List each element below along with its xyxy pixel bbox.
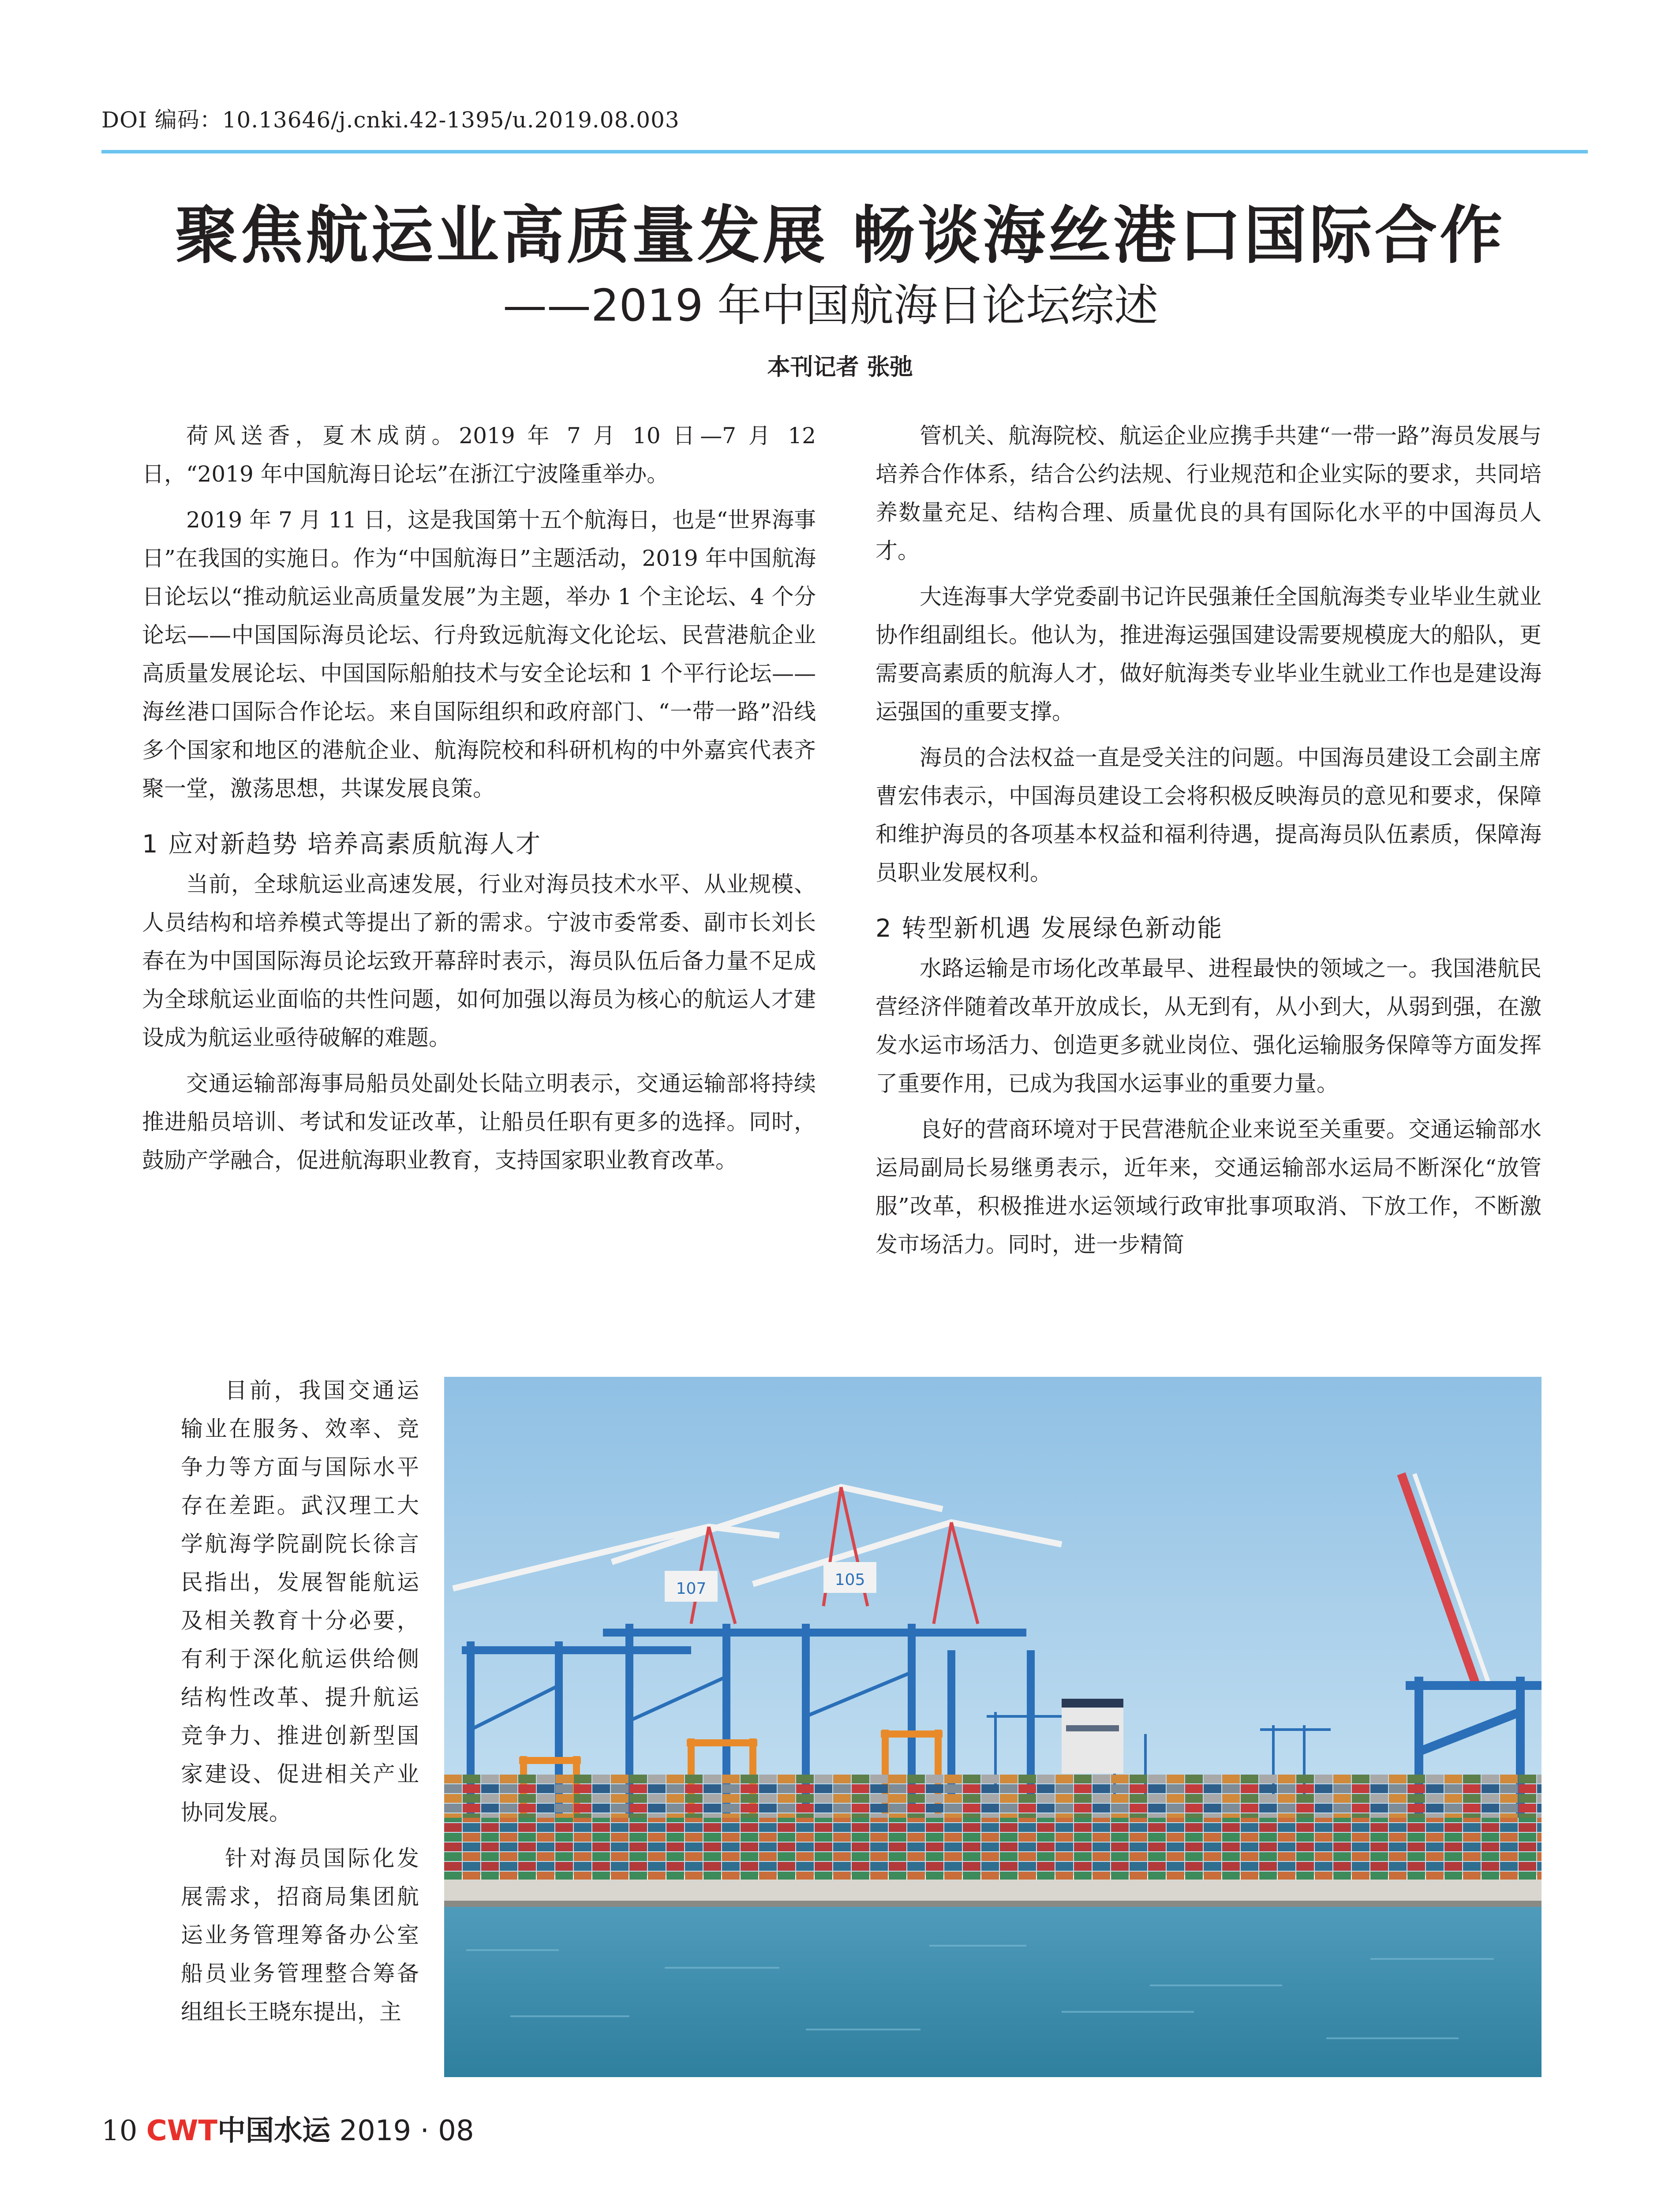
paragraph: 水路运输是市场化改革最早、进程最快的领域之一。我国港航民营经济伴随着改革开放成长，从无到有，从小到大，从弱到强，在激发水运市场活力、创造更多就业岗位、强化运输服务保障等方面发挥了重要作用，已成为我国水运事业的重要力量。 — [876, 956, 1542, 1096]
section-heading-2: 2 转型新机遇 发展绿色新动能 — [876, 914, 1224, 943]
page-footer — [101, 2108, 474, 2149]
header-rule — [101, 150, 1588, 153]
containers-front — [444, 1818, 1542, 1880]
paragraph: 荷风送香，夏木成荫。2019 年 7 月 10 日—7 月 12 日，“2019 年中国航海日论坛”在浙江宁波隆重举办。 — [142, 423, 816, 487]
quay-wall — [444, 1880, 1542, 1901]
article-byline: 本刊记者 张弛 — [767, 354, 913, 381]
magazine-name: 中国水运 — [217, 2114, 330, 2147]
ship-bridge — [1062, 1699, 1123, 1774]
right-column — [876, 417, 1542, 1271]
paragraph: 2019 年 7 月 11 日，这是我国第十五个航海日，也是“世界海事日”在我国的实施日。作为“中国航海日”主题活动，2019 年中国航海日论坛以“推动航运业高质量发展”为主题，举办 1 个主论坛、4 个分论坛——中国国际海员论坛、行舟致远航海文化论坛、民营港航企业高质量发展论坛、中国国际船舶技术与安全论坛和 1 个平行论坛——海丝港口国际合作论坛。来自国际组织和政府部门、“一带一路”沿线多个国家和地区的港航企业、航海院校和科研机构的中外嘉宾代表齐聚一堂，激荡思想，共谋发展良策。 — [142, 507, 816, 801]
brand-logo-text: CWT — [146, 2115, 217, 2147]
paragraph: 管机关、航海院校、航运企业应携手共建“一带一路”海员发展与培养合作体系，结合公约法规、行业规范和企业实际的要求，共同培养数量充足、结构合理、质量优良的具有国际化水平的中国海员人才。 — [876, 423, 1542, 564]
page-number: 10 — [101, 2115, 138, 2147]
crane-label-105: 105 — [834, 1571, 865, 1589]
paragraph: 良好的营商环境对于民营港航企业来说至关重要。交通运输部水运局副局长易继勇表示，近年来，交通运输部水运局不断深化“放管服”改革，积极推进水运领域行政审批事项取消、下放工作，不断激发市场活力。同时，进一步精简 — [876, 1117, 1542, 1257]
issue-number: 2019 · 08 — [339, 2115, 474, 2147]
article-subtitle: ——2019 年中国航海日论坛综述 — [503, 280, 1159, 331]
doi-code: DOI 编码：10.13646/j.cnki.42-1395/u.2019.08.003 — [101, 107, 680, 133]
paragraph: 海员的合法权益一直是受关注的问题。中国海员建设工会副主席曹宏伟表示，中国海员建设工会将积极反映海员的意见和要求，保障和维护海员的各项基本权益和福利待遇，提高海员队伍素质，保障海员职业发展权利。 — [876, 745, 1542, 886]
crane-label-107: 107 — [676, 1580, 707, 1598]
paragraph: 交通运输部海事局船员处副处长陆立明表示，交通运输部将持续推进船员培训、考试和发证改革，让船员任职有更多的选择。同时，鼓励产学融合，促进航海职业教育，支持国家职业教育改革。 — [142, 1071, 816, 1173]
container-port-illustration — [444, 1377, 1542, 2077]
left-column — [142, 417, 816, 1187]
narrow-column — [181, 1372, 419, 2039]
containers-back — [444, 1774, 1542, 1822]
paragraph: 针对海员国际化发展需求，招商局集团航运业务管理筹备办公室船员业务管理整合筹备组组长王晓东提出，主 — [181, 1846, 419, 2025]
section-heading-1: 1 应对新趋势 培养高素质航海人才 — [142, 830, 542, 859]
port-photo — [444, 1377, 1542, 2077]
paragraph: 当前，全球航运业高速发展，行业对海员技术水平、从业规模、人员结构和培养模式等提出了新的需求。宁波市委常委、副市长刘长春在为中国国际海员论坛致开幕辞时表示，海员队伍后备力量不足成为全球航运业面临的共性问题，如何加强以海员为核心的航运人才建设成为航运业亟待破解的难题。 — [142, 871, 816, 1050]
article-title: 聚焦航运业高质量发展 畅谈海丝港口国际合作 — [175, 199, 1505, 272]
paragraph: 目前，我国交通运输业在服务、效率、竞争力等方面与国际水平存在差距。武汉理工大学航海学院副院长徐言民指出，发展智能航运及相关教育十分必要，有利于深化航运供给侧结构性改革、提升航运竞争力、推进创新型国家建设、促进相关产业协同发展。 — [181, 1378, 419, 1825]
sea — [444, 1907, 1542, 2077]
paragraph: 大连海事大学党委副书记许民强兼任全国航海类专业毕业生就业协作组副组长。他认为，推进海运强国建设需要规模庞大的船队，更需要高素质的航海人才，做好航海类专业毕业生就业工作也是建设海运强国的重要支撑。 — [876, 584, 1542, 725]
